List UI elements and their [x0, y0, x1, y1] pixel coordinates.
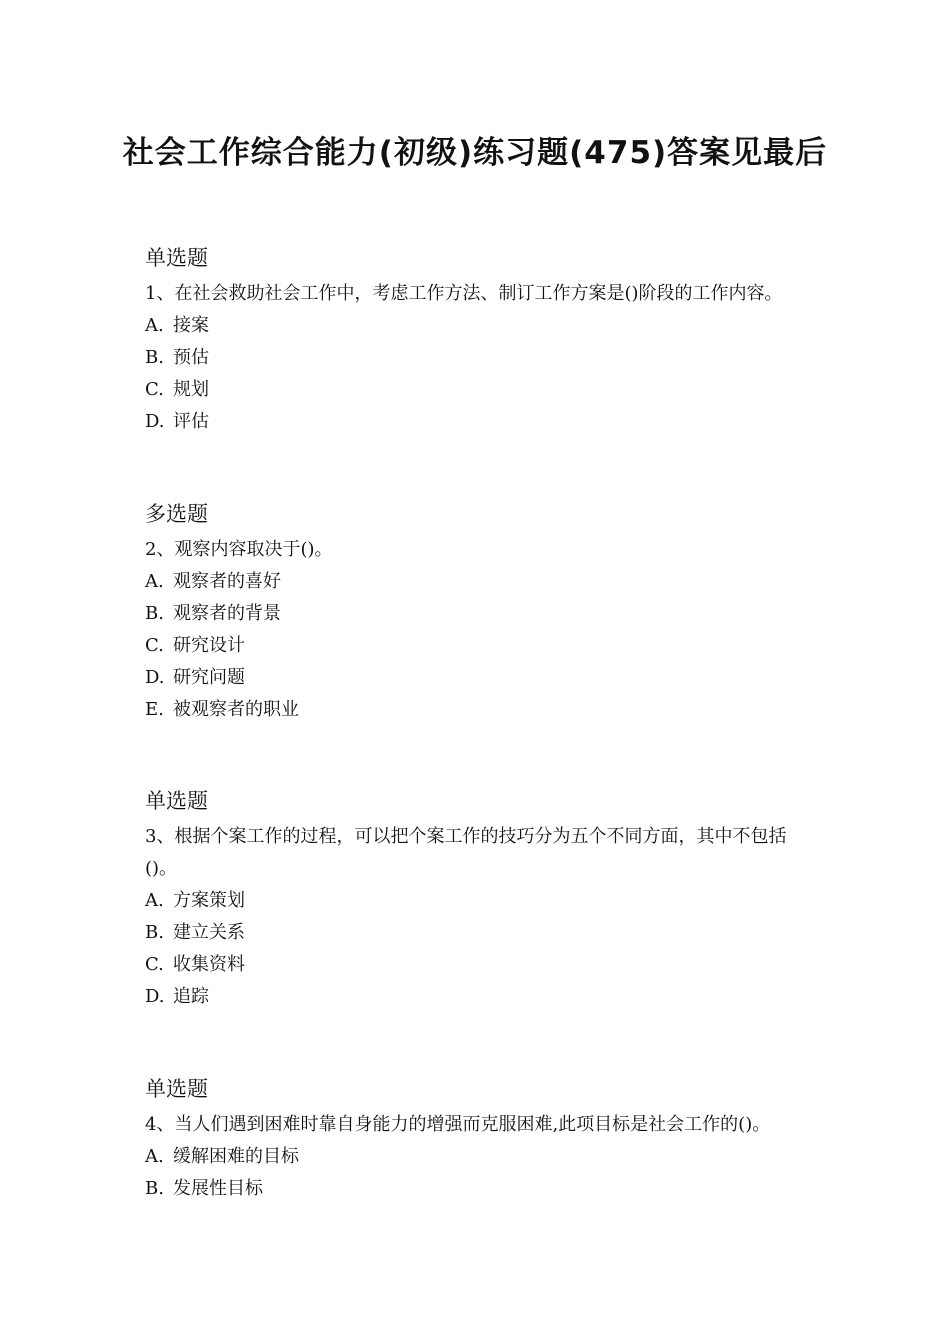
- question-1: [145, 244, 815, 438]
- option-a: A. 方案策划: [145, 890, 245, 911]
- question-type: 多选题: [145, 502, 208, 526]
- option-b: B. 建立关系: [145, 922, 245, 943]
- question-type: 单选题: [145, 246, 208, 270]
- option-d: D. 研究问题: [145, 667, 245, 688]
- question-stem: 3、根据个案工作的过程，可以把个案工作的技巧分为五个不同方面，其中不包括()。: [145, 826, 787, 879]
- question-stem: 1、在社会救助社会工作中，考虑工作方法、制订工作方案是()阶段的工作内容。: [145, 283, 783, 304]
- document-title: 社会工作综合能力(初级)练习题(475)答案见最后: [122, 134, 828, 171]
- option-c: C. 规划: [145, 379, 209, 400]
- option-d: D. 追踪: [145, 986, 209, 1007]
- option-a: A. 缓解困难的目标: [145, 1146, 299, 1167]
- question-2: [145, 500, 815, 726]
- question-stem: 4、当人们遇到困难时靠自身能力的增强而克服困难,此项目标是社会工作的()。: [145, 1114, 771, 1135]
- option-a: A. 接案: [145, 315, 209, 336]
- option-b: B. 发展性目标: [145, 1178, 263, 1199]
- option-b: B. 观察者的背景: [145, 603, 281, 624]
- option-b: B. 预估: [145, 347, 209, 368]
- question-type: 单选题: [145, 1077, 208, 1101]
- option-d: D. 评估: [145, 411, 209, 432]
- option-a: A. 观察者的喜好: [145, 571, 281, 592]
- question-3: [145, 787, 815, 1013]
- option-c: C. 收集资料: [145, 954, 245, 975]
- question-4: [145, 1075, 815, 1205]
- question-stem: 2、观察内容取决于()。: [145, 539, 333, 560]
- option-e: E. 被观察者的职业: [145, 699, 299, 720]
- question-type: 单选题: [145, 789, 208, 813]
- option-c: C. 研究设计: [145, 635, 245, 656]
